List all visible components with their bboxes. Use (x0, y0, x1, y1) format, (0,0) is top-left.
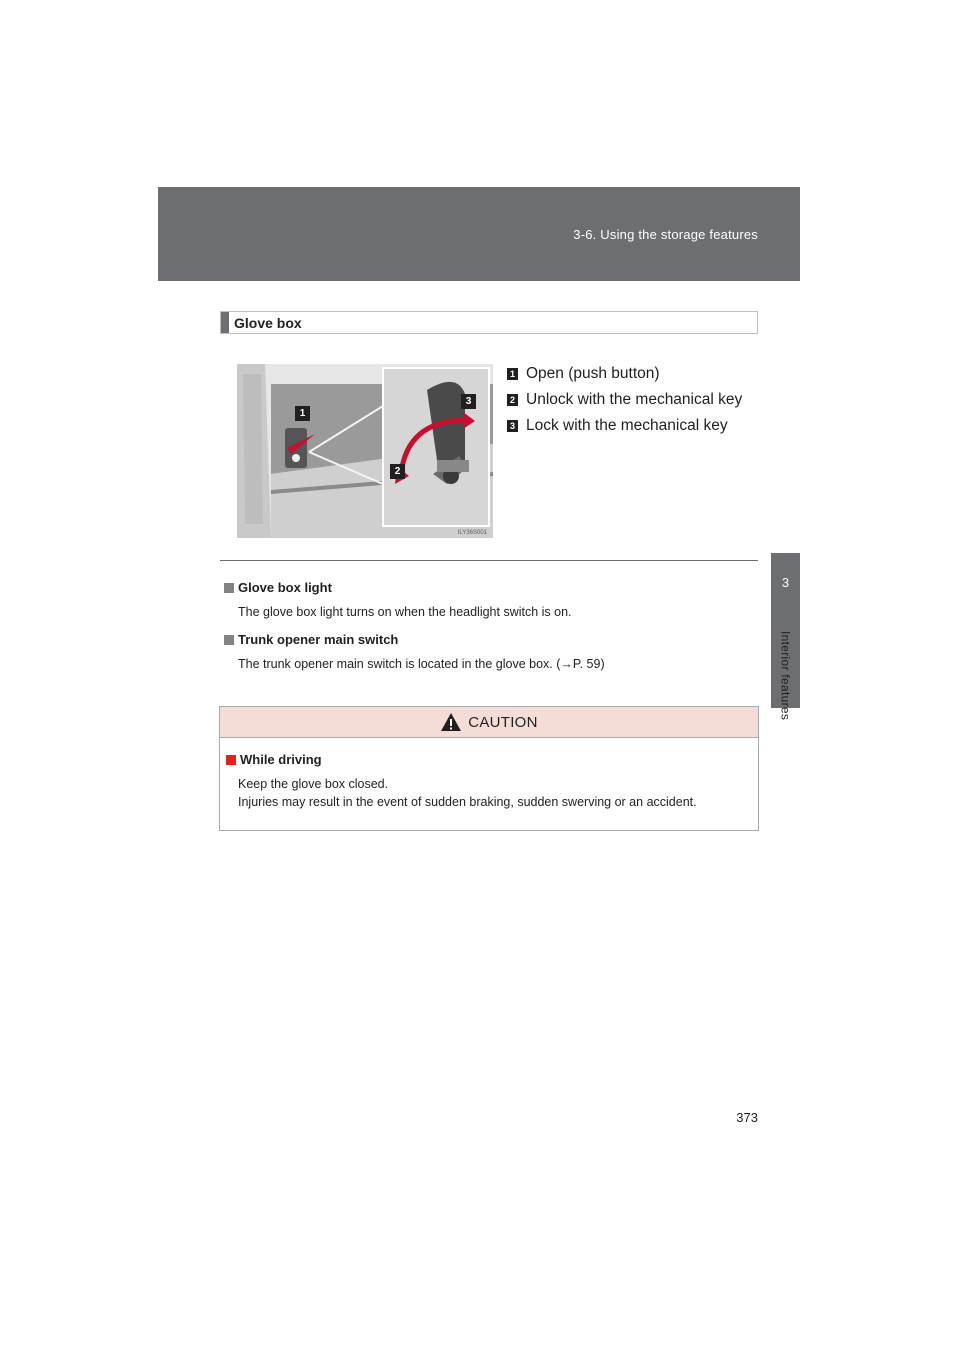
bullet-square-icon (224, 635, 234, 645)
step-text: Open (push button) (526, 365, 660, 382)
page-number: 373 (736, 1110, 758, 1125)
note-body: The glove box light turns on when the headlight switch is on. (238, 605, 572, 619)
callout-1: 1 (295, 406, 310, 421)
glove-box-illustration (237, 364, 493, 538)
note-body: The trunk opener main switch is located in the glove box. (→P. 59) (238, 657, 605, 671)
note-title: Trunk opener main switch (238, 632, 399, 647)
chapter-number: 3 (781, 575, 790, 590)
step-number: 1 (507, 368, 518, 380)
caution-box (219, 706, 759, 831)
divider (220, 560, 758, 561)
step-item (507, 387, 742, 413)
caution-line: Keep the glove box closed. (238, 777, 389, 791)
chapter-label: Interior features (778, 631, 793, 721)
step-item (507, 361, 742, 387)
header-section-title: 3-6. Using the storage features (573, 227, 758, 242)
callout-2: 2 (390, 464, 405, 479)
section-title: Glove box (234, 315, 302, 331)
bullet-square-icon (224, 583, 234, 593)
bullet-square-icon (226, 755, 236, 765)
glove-box-drawing (237, 364, 493, 538)
caution-line: Injuries may result in the event of sudden braking, sudden swerving or an accident. (238, 795, 697, 809)
caution-body (220, 738, 758, 809)
caution-title: While driving (240, 752, 322, 767)
section-header (220, 311, 758, 334)
warning-triangle-icon (440, 712, 462, 732)
caution-label: CAUTION (468, 713, 538, 731)
section-header-bar (221, 312, 229, 333)
note-trunk-opener (224, 632, 605, 671)
step-list (507, 361, 742, 439)
step-number: 3 (507, 420, 518, 432)
note-glove-box-light (224, 580, 572, 619)
callout-3: 3 (461, 394, 476, 409)
step-text: Unlock with the mechanical key (526, 391, 743, 408)
figure-code: ILY36S001 (457, 530, 487, 536)
step-item (507, 413, 742, 439)
caution-header (220, 707, 758, 738)
step-number: 2 (507, 394, 518, 406)
header-band (158, 187, 800, 281)
chapter-tab-label (770, 631, 801, 741)
step-text: Lock with the mechanical key (526, 417, 728, 434)
note-title: Glove box light (238, 580, 332, 595)
